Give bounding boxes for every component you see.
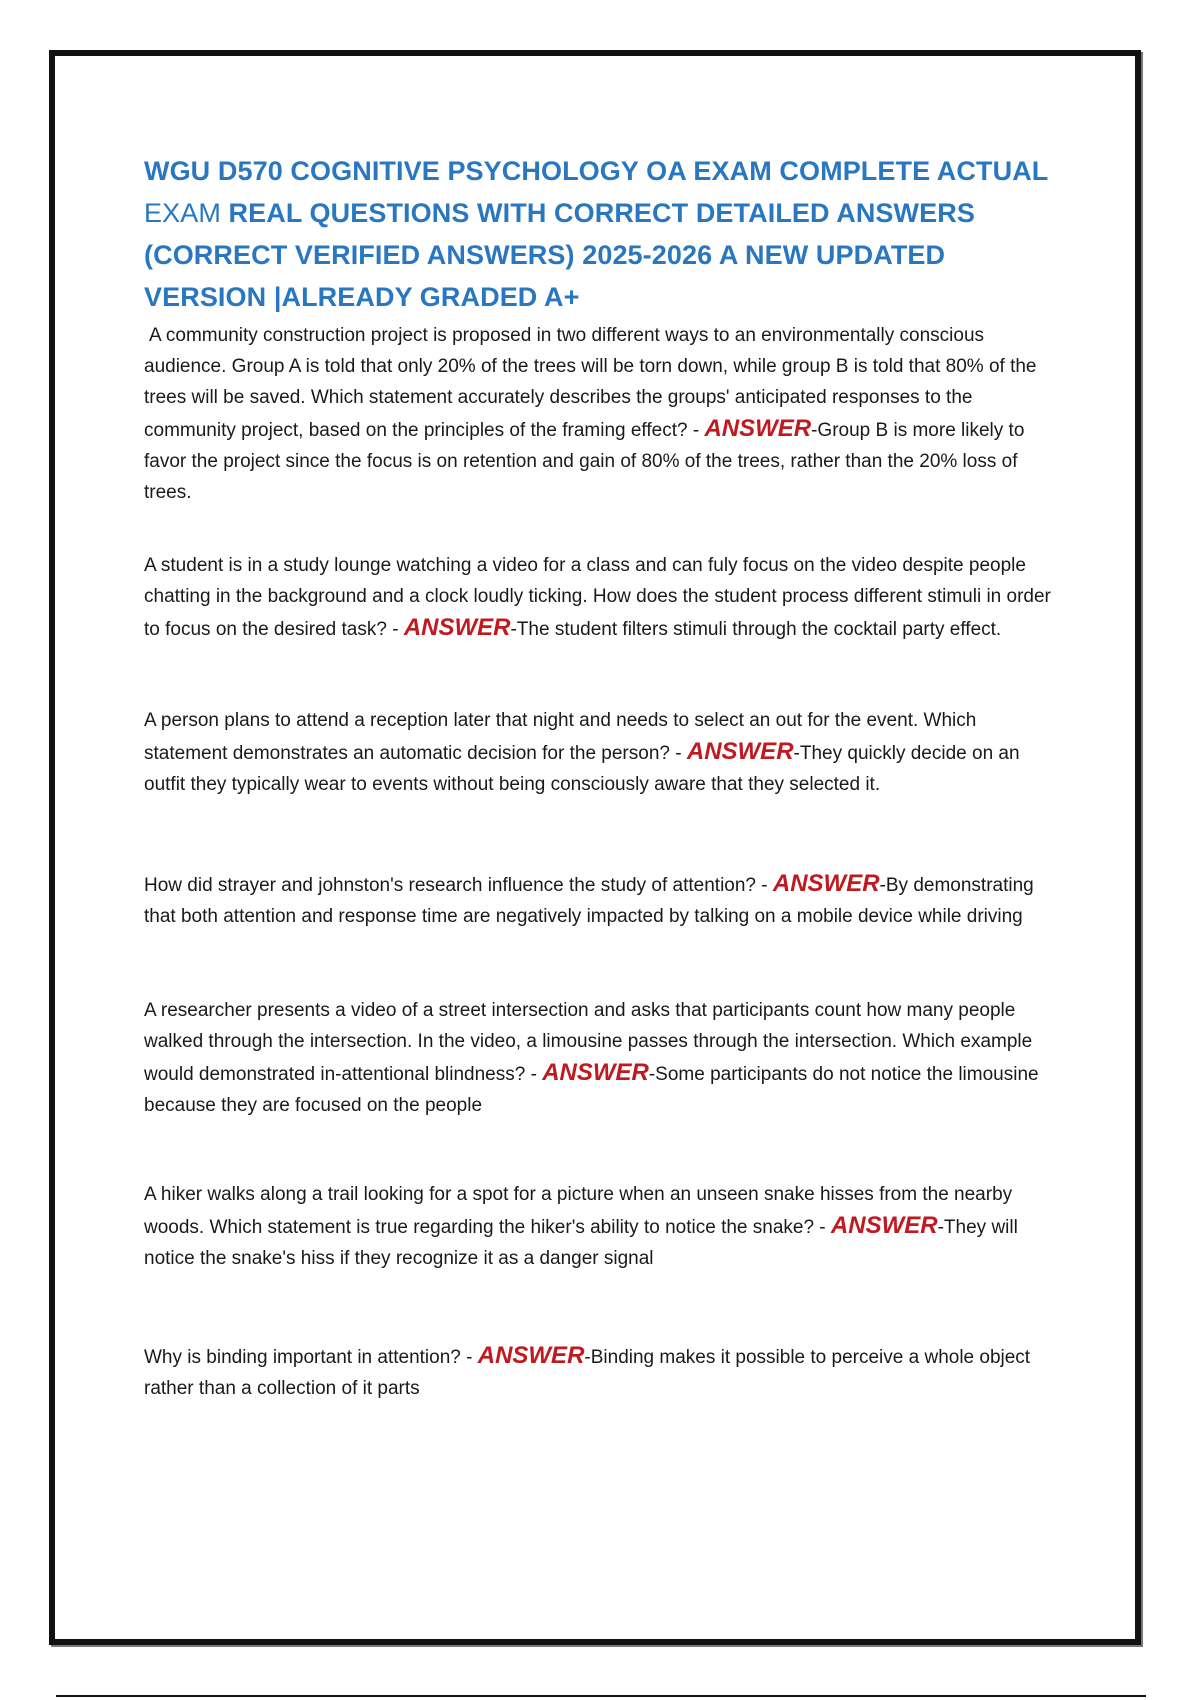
question-text: A hiker walks along a trail looking for a spot for a picture when an unseen snake hisses from the nearby woods. Which statement is true regarding the hiker's ability to notice the snake? - <box>144 1184 1013 1238</box>
answer-label: ANSWER <box>403 614 511 641</box>
bottom-divider <box>56 1695 1146 1697</box>
qa-item-4 <box>144 868 1064 932</box>
document-content <box>144 150 1064 1404</box>
answer-label: ANSWER <box>686 738 794 765</box>
answer-label: ANSWER <box>542 1059 649 1086</box>
title-part-2: REAL QUESTIONS WITH CORRECT DETAILED ANSWERS (CORRECT VERIFIED ANSWERS) 2025-2026 A NEW UPDATED VERSION |ALREADY GRADED A+ <box>144 198 975 312</box>
qa-item-3 <box>144 705 1064 800</box>
qa-item-5 <box>144 995 1064 1121</box>
answer-text: -Some participants do not notice the limousine because they are focused on the people <box>144 1064 1039 1116</box>
answer-text: -They will notice the snake's hiss if they recognize it as a danger signal <box>144 1217 1018 1269</box>
answer-label: ANSWER <box>772 870 880 897</box>
answer-text: -Binding makes it possible to perceive a whole object rather than a collection of it parts <box>144 1347 1031 1399</box>
question-text: Why is binding important in attention? - <box>144 1347 478 1368</box>
answer-text: -By demonstrating that both attention and response time are negatively impacted by talking on a mobile device while driving <box>144 875 1034 927</box>
document-title <box>144 150 1064 318</box>
answer-text: -The student filters stimuli through the cocktail party effect. <box>510 619 1002 640</box>
title-part-1: WGU D570 COGNITIVE PSYCHOLOGY OA EXAM COMPLETE ACTUAL <box>144 156 1048 186</box>
title-plain-word: EXAM <box>144 198 221 228</box>
answer-text: -Group B is more likely to favor the project since the focus is on retention and gain of 80% of the trees, rather than the 20% loss of trees. <box>144 420 1025 503</box>
qa-item-7 <box>144 1340 1064 1404</box>
question-text: A community construction project is proposed in two different ways to an environmentally conscious audience. Group A is told that only 20% of the trees will be torn down, while group B is told that 80% of the trees will be saved. Which statement accurately describes the groups' anticipated responses to the community project, based on the principles of the framing effect? - <box>144 325 1037 441</box>
qa-item-6 <box>144 1179 1064 1274</box>
answer-text: -They quickly decide on an outfit they typically wear to events without being consciously aware that they selected it. <box>144 743 1020 795</box>
answer-label: ANSWER <box>830 1212 938 1239</box>
qa-item-2 <box>144 550 1064 645</box>
qa-item-1 <box>144 320 1064 508</box>
question-text: A student is in a study lounge watching a video for a class and can fuly focus on the video despite people chatting in the background and a clock loudly ticking. How does the student process different stimuli in order to focus on the desired task? - <box>144 555 1051 640</box>
question-text: A researcher presents a video of a street intersection and asks that participants count how many people walked through the intersection. In the video, a limousine passes through the intersection. Which example would demonstrated in-attentional blindness? - <box>144 1000 1033 1085</box>
question-text: A person plans to attend a reception later that night and needs to select an out for the event. Which statement demonstrates an automatic decision for the person? - <box>144 710 977 764</box>
answer-label: ANSWER <box>477 1342 585 1369</box>
question-text: How did strayer and johnston's research influence the study of attention? - <box>144 875 773 896</box>
answer-label: ANSWER <box>704 415 812 442</box>
